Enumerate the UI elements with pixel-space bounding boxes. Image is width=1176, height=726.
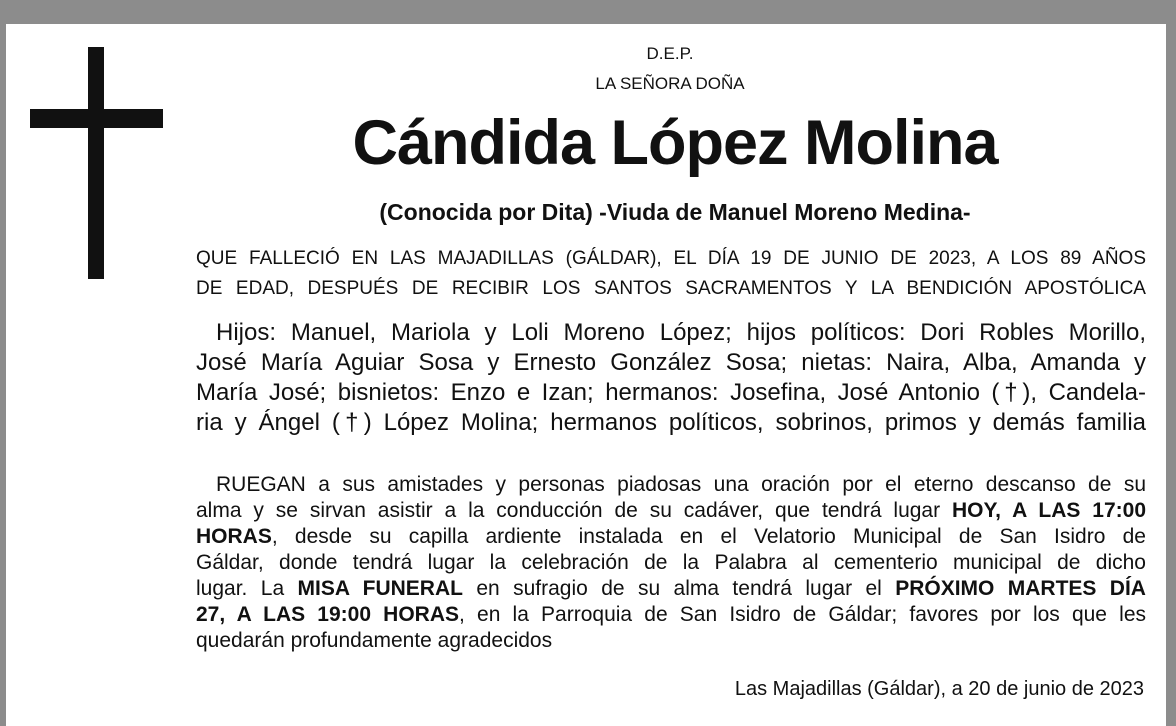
cross-vertical-bar xyxy=(88,47,104,279)
request-bold-text: 27, A LAS 19:00 HORAS xyxy=(196,603,460,626)
death-notice-text xyxy=(196,244,1146,304)
family-list xyxy=(196,318,1146,438)
request-text: Gáldar, donde tendrá lugar la celebración de la Palabra al cementerio municipal de dicho xyxy=(196,551,1146,574)
request-line xyxy=(196,472,1146,498)
request-text: , desde su capilla ardiente instalada en el Velatorio Municipal de San Isidro de xyxy=(271,525,1146,548)
right-border xyxy=(1166,0,1176,726)
request-line xyxy=(196,524,1146,550)
request-bold-text: PRÓXIMO MARTES DÍA xyxy=(895,577,1146,600)
request-bold-text: MISA FUNERAL xyxy=(297,577,463,600)
request-text: RUEGAN a sus amistades y personas piadosas una oración por el eterno descanso de su xyxy=(216,473,1146,496)
top-border xyxy=(0,0,1176,24)
request-line xyxy=(196,576,1146,602)
request-text: quedarán profundamente agradecidos xyxy=(196,629,553,652)
death-notice-line: QUE FALLECIÓ EN LAS MAJADILLAS (GÁLDAR), EL DÍA 19 DE JUNIO DE 2023, A LOS 89 AÑOS xyxy=(196,248,1146,269)
family-line: María José; bisnietos: Enzo e Izan; hermanos: Josefina, José Antonio (†), Candela- xyxy=(196,379,1146,406)
request-line xyxy=(196,498,1146,524)
cross-horizontal-bar xyxy=(30,109,163,128)
request-line xyxy=(196,628,1146,654)
funeral-request xyxy=(196,472,1146,654)
dep-label: D.E.P. xyxy=(646,44,694,63)
family-line: José María Aguiar Sosa y Ernesto González Sosa; nietas: Naira, Alba, Amanda y xyxy=(196,349,1146,376)
request-line xyxy=(196,602,1146,628)
death-notice-line: DE EDAD, DESPUÉS DE RECIBIR LOS SANTOS SACRAMENTOS Y LA BENDICIÓN APOSTÓLICA xyxy=(196,278,1146,299)
request-text: en sufragio de su alma tendrá lugar el xyxy=(462,577,896,600)
request-bold-text: HOY, A LAS 17:00 xyxy=(952,499,1147,522)
honorific-label: LA SEÑORA DOÑA xyxy=(595,74,745,93)
family-line: ria y Ángel (†) López Molina; hermanos políticos, sobrinos, primos y demás familia xyxy=(196,409,1146,436)
known-as-line: (Conocida por Dita) -Viuda de Manuel Moreno Medina- xyxy=(379,199,971,225)
place-and-date: Las Majadillas (Gáldar), a 20 de junio de 2023 xyxy=(734,678,1144,700)
deceased-name: Cándida López Molina xyxy=(352,108,998,178)
family-line: Hijos: Manuel, Mariola y Loli Moreno López; hijos políticos: Dori Robles Morillo, xyxy=(216,319,1146,346)
request-line xyxy=(196,550,1146,576)
request-text: alma y se sirvan asistir a la conducción de su cadáver, que tendrá lugar xyxy=(196,499,952,522)
request-text: lugar. La xyxy=(196,577,298,600)
request-bold-text: HORAS xyxy=(196,525,272,548)
request-text: , en la Parroquia de San Isidro de Gáldar; favores por los que les xyxy=(459,603,1147,626)
